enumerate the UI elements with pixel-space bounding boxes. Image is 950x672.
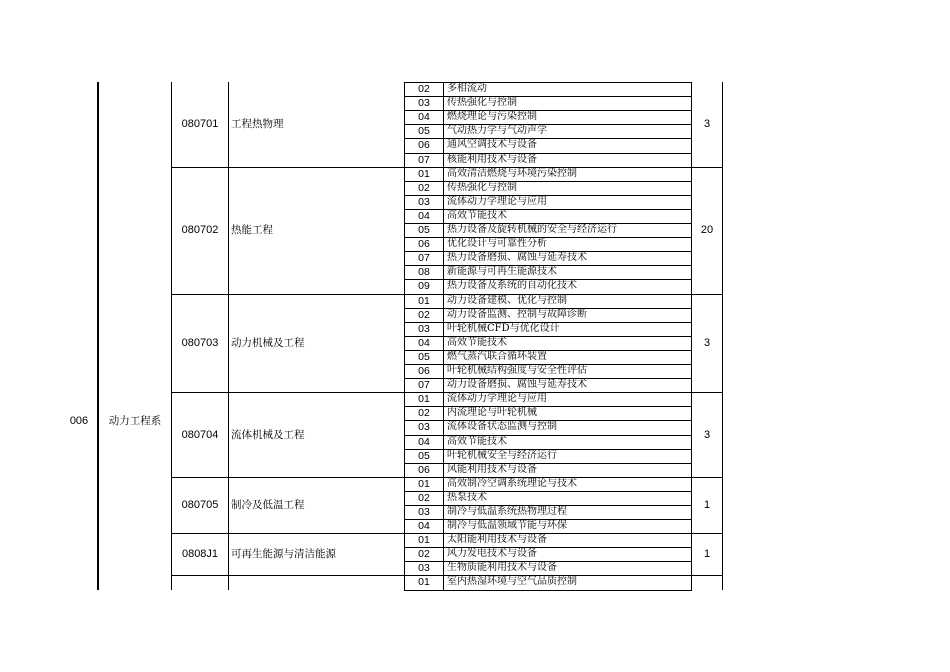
direction-name: 风能利用技术与设备 bbox=[447, 464, 537, 475]
direction-code: 07 bbox=[418, 252, 430, 264]
direction-code: 04 bbox=[418, 520, 430, 532]
direction-row bbox=[404, 251, 691, 265]
department-name: 动力工程系 bbox=[108, 415, 162, 427]
direction-code: 03 bbox=[418, 562, 430, 574]
direction-row bbox=[404, 279, 691, 293]
direction-row bbox=[404, 209, 691, 223]
quota-separator bbox=[691, 167, 723, 168]
direction-name: 高效节能技术 bbox=[447, 436, 507, 447]
direction-code: 02 bbox=[418, 182, 430, 194]
direction-code: 06 bbox=[418, 139, 430, 151]
direction-row bbox=[404, 449, 691, 463]
direction-row bbox=[404, 378, 691, 392]
direction-name: 高效制冷空调系统理论与技术 bbox=[447, 478, 577, 489]
direction-code: 02 bbox=[418, 407, 430, 419]
major-separator bbox=[171, 575, 404, 576]
quota-separator bbox=[691, 533, 723, 534]
direction-code: 07 bbox=[418, 379, 430, 391]
direction-row bbox=[404, 463, 691, 477]
direction-row bbox=[404, 575, 691, 589]
direction-row-border bbox=[404, 590, 692, 591]
direction-code: 04 bbox=[418, 210, 430, 222]
major-quota: 20 bbox=[700, 224, 714, 237]
major-name: 制冷及低温工程 bbox=[231, 499, 305, 511]
dept-left-border bbox=[97, 82, 99, 590]
direction-code: 04 bbox=[418, 337, 430, 349]
direction-name: 室内热湿环境与空气品质控制 bbox=[447, 576, 577, 587]
major-separator bbox=[171, 392, 404, 393]
direction-row bbox=[404, 435, 691, 449]
quota-separator bbox=[691, 392, 723, 393]
direction-row bbox=[404, 181, 691, 195]
direction-name: 热力设备及旋转机械的安全与经济运行 bbox=[447, 224, 617, 235]
major-quota: 1 bbox=[703, 499, 711, 511]
direction-row bbox=[404, 124, 691, 138]
direction-row bbox=[404, 110, 691, 124]
direction-row bbox=[404, 167, 691, 181]
direction-name: 内流理论与叶轮机械 bbox=[447, 407, 537, 418]
direction-code: 06 bbox=[418, 238, 430, 250]
direction-row bbox=[404, 477, 691, 491]
major-separator bbox=[171, 167, 404, 168]
major-separator bbox=[171, 533, 404, 534]
direction-code: 02 bbox=[418, 83, 430, 95]
major-code: 080703 bbox=[181, 336, 219, 349]
direction-code: 01 bbox=[418, 478, 430, 490]
direction-code: 06 bbox=[418, 365, 430, 377]
direction-name: 热力设备磨损、腐蚀与延寿技术 bbox=[447, 252, 587, 263]
direction-row bbox=[404, 223, 691, 237]
direction-row bbox=[404, 392, 691, 406]
quota-separator bbox=[691, 575, 723, 576]
quota-right-border bbox=[722, 82, 723, 590]
major-code: 080704 bbox=[181, 428, 219, 441]
direction-row bbox=[404, 96, 691, 110]
direction-name: 叶轮机械CFD与优化设计 bbox=[447, 323, 560, 334]
major-separator bbox=[171, 477, 404, 478]
direction-row bbox=[404, 82, 691, 96]
direction-code: 04 bbox=[418, 111, 430, 123]
direction-row bbox=[404, 505, 691, 519]
major-name: 流体机械及工程 bbox=[231, 428, 305, 441]
direction-name: 多相流动 bbox=[447, 83, 487, 94]
major-quota: 1 bbox=[703, 548, 711, 561]
direction-row bbox=[404, 420, 691, 434]
major-quota: 3 bbox=[703, 336, 711, 349]
major-quota: 3 bbox=[703, 428, 711, 441]
direction-code: 02 bbox=[418, 548, 430, 560]
direction-row bbox=[404, 153, 691, 167]
direction-code: 05 bbox=[418, 224, 430, 236]
direction-name: 太阳能利用技术与设备 bbox=[447, 534, 547, 545]
direction-name: 生物质能利用技术与设备 bbox=[447, 562, 557, 573]
direction-code: 04 bbox=[418, 436, 430, 448]
direction-code: 03 bbox=[418, 97, 430, 109]
direction-name: 新能源与可再生能源技术 bbox=[447, 266, 557, 277]
direction-code: 01 bbox=[418, 295, 430, 307]
direction-name: 热力设备及系统的自动化技术 bbox=[447, 280, 577, 291]
direction-row bbox=[404, 406, 691, 420]
direction-row bbox=[404, 533, 691, 547]
direction-name: 核能利用技术与设备 bbox=[447, 154, 537, 165]
quota-separator bbox=[691, 477, 723, 478]
direction-code: 01 bbox=[418, 168, 430, 180]
direction-name: 流体设备状态监测与控制 bbox=[447, 421, 557, 432]
direction-name: 动力设备磨损、腐蚀与延寿技术 bbox=[447, 379, 587, 390]
direction-name: 叶轮机械结构强度与安全性评估 bbox=[447, 365, 587, 376]
direction-code: 03 bbox=[418, 323, 430, 335]
direction-name: 动力设备建模、优化与控制 bbox=[447, 295, 567, 306]
direction-name: 高效清洁燃烧与环境污染控制 bbox=[447, 168, 577, 179]
direction-row bbox=[404, 195, 691, 209]
direction-name: 传热强化与控制 bbox=[447, 182, 517, 193]
direction-code: 05 bbox=[418, 450, 430, 462]
major-separator bbox=[171, 294, 404, 295]
direction-code: 01 bbox=[418, 576, 430, 588]
direction-code: 03 bbox=[418, 196, 430, 208]
direction-row bbox=[404, 265, 691, 279]
direction-name: 优化设计与可靠性分析 bbox=[447, 238, 547, 249]
direction-name: 制冷与低温系统热物理过程 bbox=[447, 506, 567, 517]
major-name: 动力机械及工程 bbox=[231, 336, 305, 349]
major-name: 可再生能源与清洁能源 bbox=[231, 548, 336, 561]
direction-row bbox=[404, 308, 691, 322]
major-code: 080705 bbox=[181, 499, 219, 511]
direction-row bbox=[404, 294, 691, 308]
direction-row bbox=[404, 519, 691, 533]
major-quota: 3 bbox=[703, 118, 711, 131]
direction-name: 制冷与低温领域节能与环保 bbox=[447, 520, 567, 531]
major-code-right-border bbox=[228, 82, 229, 590]
direction-name: 风力发电技术与设备 bbox=[447, 548, 537, 559]
department-code: 006 bbox=[69, 415, 89, 427]
direction-row bbox=[404, 364, 691, 378]
direction-code: 03 bbox=[418, 506, 430, 518]
direction-name: 高效节能技术 bbox=[447, 210, 507, 221]
direction-code: 03 bbox=[418, 421, 430, 433]
direction-name: 传热强化与控制 bbox=[447, 97, 517, 108]
direction-code: 02 bbox=[418, 309, 430, 321]
direction-name: 燃气蒸汽联合循环装置 bbox=[447, 351, 547, 362]
direction-code: 06 bbox=[418, 464, 430, 476]
major-code: 0808J1 bbox=[181, 548, 219, 561]
direction-row bbox=[404, 491, 691, 505]
direction-code: 09 bbox=[418, 280, 430, 292]
direction-code: 08 bbox=[418, 266, 430, 278]
major-name: 热能工程 bbox=[231, 224, 273, 237]
direction-code: 02 bbox=[418, 492, 430, 504]
direction-name: 动力设备监测、控制与故障诊断 bbox=[447, 309, 587, 320]
direction-code: 05 bbox=[418, 125, 430, 137]
direction-row bbox=[404, 322, 691, 336]
direction-row bbox=[404, 547, 691, 561]
direction-name: 热泵技术 bbox=[447, 492, 487, 503]
major-name: 工程热物理 bbox=[231, 118, 284, 131]
direction-code: 01 bbox=[418, 534, 430, 546]
direction-name: 叶轮机械安全与经济运行 bbox=[447, 450, 557, 461]
direction-name: 通风空调技术与设备 bbox=[447, 139, 537, 150]
direction-name: 气动热力学与气动声学 bbox=[447, 125, 547, 136]
direction-code: 05 bbox=[418, 351, 430, 363]
direction-name: 高效节能技术 bbox=[447, 337, 507, 348]
direction-code: 01 bbox=[418, 393, 430, 405]
direction-name: 燃烧理论与污染控制 bbox=[447, 111, 537, 122]
direction-row bbox=[404, 350, 691, 364]
direction-row bbox=[404, 561, 691, 575]
direction-name: 流体动力学理论与应用 bbox=[447, 393, 547, 404]
major-code: 080702 bbox=[181, 224, 219, 237]
direction-row bbox=[404, 237, 691, 251]
direction-row bbox=[404, 138, 691, 152]
direction-name: 流体动力学理论与应用 bbox=[447, 196, 547, 207]
direction-row bbox=[404, 336, 691, 350]
direction-code: 07 bbox=[418, 154, 430, 166]
quota-separator bbox=[691, 294, 723, 295]
major-code: 080701 bbox=[181, 118, 219, 131]
